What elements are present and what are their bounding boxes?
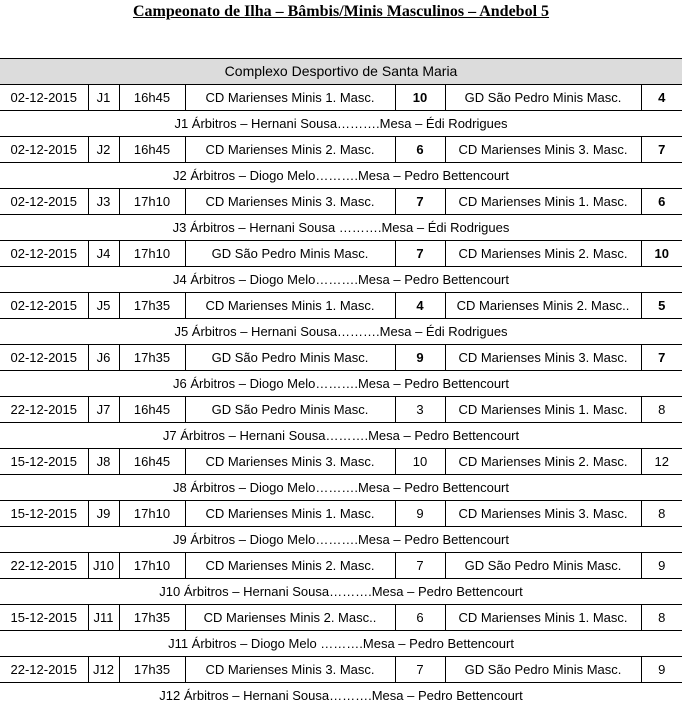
game-time: 17h35 — [119, 605, 185, 631]
home-score: 7 — [395, 657, 445, 683]
officials-row — [0, 163, 682, 189]
away-team: GD São Pedro Minis Masc. — [445, 553, 641, 579]
home-score: 3 — [395, 397, 445, 423]
home-score: 6 — [395, 605, 445, 631]
officials-row — [0, 423, 682, 449]
away-score: 8 — [641, 501, 682, 527]
schedule-body — [0, 59, 682, 708]
away-team: CD Marienses Minis 1. Masc. — [445, 189, 641, 215]
game-officials: J1 Árbitros – Hernani Sousa……….Mesa – Édi Rodrigues — [0, 111, 682, 137]
page-title: Campeonato de Ilha – Bâmbis/Minis Masculinos – Andebol 5 — [0, 3, 682, 21]
away-score: 8 — [641, 397, 682, 423]
game-time: 17h10 — [119, 241, 185, 267]
home-score: 7 — [395, 189, 445, 215]
game-officials: J3 Árbitros – Hernani Sousa ……….Mesa – Édi Rodrigues — [0, 215, 682, 241]
game-time: 16h45 — [119, 449, 185, 475]
home-team: CD Marienses Minis 2. Masc. — [185, 553, 395, 579]
home-score: 7 — [395, 241, 445, 267]
away-team: CD Marienses Minis 2. Masc.. — [445, 293, 641, 319]
away-score: 5 — [641, 293, 682, 319]
officials-row — [0, 683, 682, 708]
away-team: CD Marienses Minis 2. Masc. — [445, 449, 641, 475]
game-id: J12 — [88, 657, 119, 683]
home-team: GD São Pedro Minis Masc. — [185, 397, 395, 423]
officials-row — [0, 631, 682, 657]
game-row — [0, 293, 682, 319]
away-team: CD Marienses Minis 2. Masc. — [445, 241, 641, 267]
away-team: GD São Pedro Minis Masc. — [445, 657, 641, 683]
game-officials: J11 Árbitros – Diogo Melo ……….Mesa – Pedro Bettencourt — [0, 631, 682, 657]
home-score: 6 — [395, 137, 445, 163]
home-score: 9 — [395, 345, 445, 371]
game-date: 02-12-2015 — [0, 189, 88, 215]
officials-row — [0, 579, 682, 605]
home-team: CD Marienses Minis 3. Masc. — [185, 657, 395, 683]
game-officials: J7 Árbitros – Hernani Sousa……….Mesa – Pedro Bettencourt — [0, 423, 682, 449]
officials-row — [0, 111, 682, 137]
game-officials: J2 Árbitros – Diogo Melo……….Mesa – Pedro Bettencourt — [0, 163, 682, 189]
game-date: 15-12-2015 — [0, 605, 88, 631]
venue-name: Complexo Desportivo de Santa Maria — [0, 59, 682, 85]
game-row — [0, 501, 682, 527]
home-team: CD Marienses Minis 3. Masc. — [185, 189, 395, 215]
game-officials: J6 Árbitros – Diogo Melo……….Mesa – Pedro Bettencourt — [0, 371, 682, 397]
game-row — [0, 85, 682, 111]
away-team: CD Marienses Minis 1. Masc. — [445, 397, 641, 423]
officials-row — [0, 267, 682, 293]
officials-row — [0, 475, 682, 501]
away-team: CD Marienses Minis 3. Masc. — [445, 501, 641, 527]
game-row — [0, 449, 682, 475]
home-team: CD Marienses Minis 1. Masc. — [185, 85, 395, 111]
home-team: CD Marienses Minis 2. Masc. — [185, 137, 395, 163]
away-score: 10 — [641, 241, 682, 267]
game-id: J8 — [88, 449, 119, 475]
home-team: GD São Pedro Minis Masc. — [185, 345, 395, 371]
game-officials: J12 Árbitros – Hernani Sousa……….Mesa – Pedro Bettencourt — [0, 683, 682, 708]
game-date: 22-12-2015 — [0, 553, 88, 579]
game-row — [0, 397, 682, 423]
game-date: 22-12-2015 — [0, 657, 88, 683]
away-score: 12 — [641, 449, 682, 475]
game-officials: J5 Árbitros – Hernani Sousa……….Mesa – Édi Rodrigues — [0, 319, 682, 345]
game-id: J3 — [88, 189, 119, 215]
away-score: 7 — [641, 345, 682, 371]
home-score: 10 — [395, 449, 445, 475]
home-score: 4 — [395, 293, 445, 319]
home-score: 9 — [395, 501, 445, 527]
game-date: 02-12-2015 — [0, 85, 88, 111]
game-date: 02-12-2015 — [0, 345, 88, 371]
game-time: 17h35 — [119, 293, 185, 319]
away-team: CD Marienses Minis 1. Masc. — [445, 605, 641, 631]
away-score: 6 — [641, 189, 682, 215]
game-date: 22-12-2015 — [0, 397, 88, 423]
game-date: 02-12-2015 — [0, 137, 88, 163]
away-team: CD Marienses Minis 3. Masc. — [445, 345, 641, 371]
game-time: 16h45 — [119, 137, 185, 163]
game-row — [0, 137, 682, 163]
game-time: 17h10 — [119, 189, 185, 215]
game-date: 02-12-2015 — [0, 293, 88, 319]
officials-row — [0, 371, 682, 397]
game-time: 17h10 — [119, 501, 185, 527]
away-score: 7 — [641, 137, 682, 163]
game-officials: J9 Árbitros – Diogo Melo……….Mesa – Pedro Bettencourt — [0, 527, 682, 553]
game-time: 17h35 — [119, 657, 185, 683]
game-id: J2 — [88, 137, 119, 163]
away-score: 8 — [641, 605, 682, 631]
game-id: J10 — [88, 553, 119, 579]
officials-row — [0, 319, 682, 345]
game-row — [0, 241, 682, 267]
game-time: 16h45 — [119, 85, 185, 111]
home-team: GD São Pedro Minis Masc. — [185, 241, 395, 267]
game-row — [0, 553, 682, 579]
game-row — [0, 189, 682, 215]
game-id: J7 — [88, 397, 119, 423]
away-score: 9 — [641, 657, 682, 683]
away-team: CD Marienses Minis 3. Masc. — [445, 137, 641, 163]
home-score: 10 — [395, 85, 445, 111]
away-team: GD São Pedro Minis Masc. — [445, 85, 641, 111]
home-team: CD Marienses Minis 1. Masc. — [185, 501, 395, 527]
game-row — [0, 657, 682, 683]
away-score: 9 — [641, 553, 682, 579]
game-id: J6 — [88, 345, 119, 371]
game-date: 15-12-2015 — [0, 501, 88, 527]
home-score: 7 — [395, 553, 445, 579]
away-score: 4 — [641, 85, 682, 111]
game-officials: J4 Árbitros – Diogo Melo……….Mesa – Pedro Bettencourt — [0, 267, 682, 293]
schedule-table — [0, 58, 682, 708]
officials-row — [0, 527, 682, 553]
game-officials: J8 Árbitros – Diogo Melo……….Mesa – Pedro Bettencourt — [0, 475, 682, 501]
officials-row — [0, 215, 682, 241]
game-time: 17h10 — [119, 553, 185, 579]
game-id: J4 — [88, 241, 119, 267]
game-id: J11 — [88, 605, 119, 631]
venue-row — [0, 59, 682, 85]
game-row — [0, 605, 682, 631]
game-time: 16h45 — [119, 397, 185, 423]
game-row — [0, 345, 682, 371]
home-team: CD Marienses Minis 3. Masc. — [185, 449, 395, 475]
game-time: 17h35 — [119, 345, 185, 371]
game-date: 15-12-2015 — [0, 449, 88, 475]
home-team: CD Marienses Minis 1. Masc. — [185, 293, 395, 319]
game-id: J9 — [88, 501, 119, 527]
game-id: J1 — [88, 85, 119, 111]
game-id: J5 — [88, 293, 119, 319]
game-officials: J10 Árbitros – Hernani Sousa……….Mesa – Pedro Bettencourt — [0, 579, 682, 605]
home-team: CD Marienses Minis 2. Masc.. — [185, 605, 395, 631]
game-date: 02-12-2015 — [0, 241, 88, 267]
